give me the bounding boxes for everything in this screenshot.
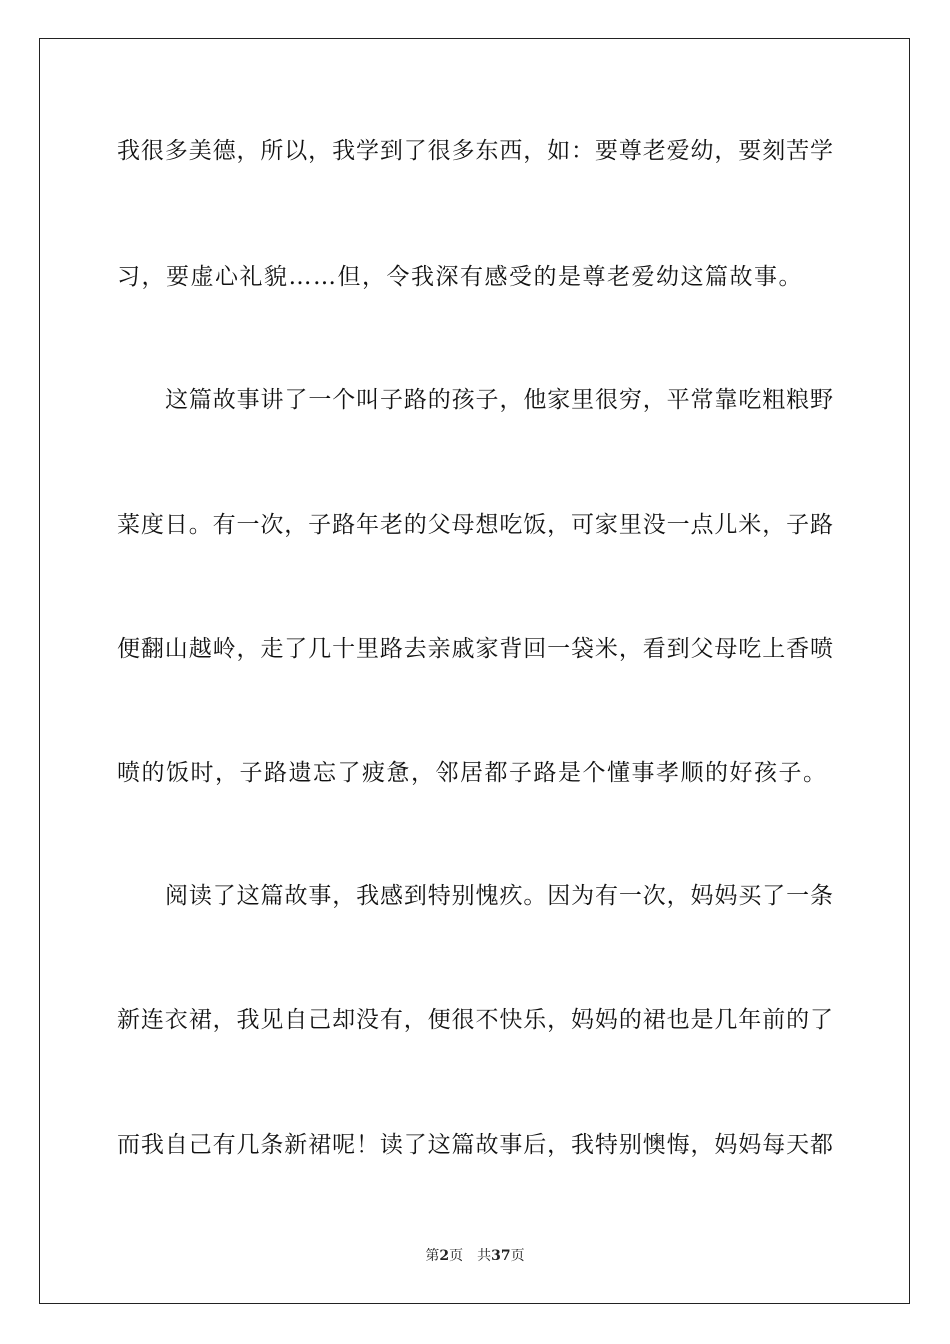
- footer-total-prefix: 共: [477, 1248, 492, 1264]
- page-frame: [39, 38, 910, 1304]
- text-line-6: 喷的饭时，子路遗忘了疲惫，邻居都子路是个懂事孝顺的好孩子。: [117, 760, 828, 786]
- text-line-2: 习，要虚心礼貌……但，令我深有感受的是尊老爱幼这篇故事。: [117, 264, 803, 290]
- text-line-5: 便翻山越岭，走了几十里路去亲戚家背回一袋米，看到父母吃上香喷: [117, 636, 833, 662]
- text-line-9: 而我自己有几条新裙呢！读了这篇故事后，我特别懊悔，妈妈每天都: [117, 1132, 833, 1158]
- text-line-1: 我很多美德，所以，我学到了很多东西，如：要尊老爱幼，要刻苦学: [117, 138, 833, 164]
- text-line-4: 菜度日。有一次，子路年老的父母想吃饭，可家里没一点儿米，子路: [117, 512, 833, 538]
- footer-page-unit: 页: [449, 1248, 464, 1264]
- footer-page-current: 2: [439, 1248, 450, 1264]
- footer-total-unit: 页: [510, 1248, 525, 1264]
- text-line-8: 新连衣裙，我见自己却没有，便很不快乐，妈妈的裙也是几年前的了: [117, 1007, 833, 1033]
- footer-page-total: 37: [491, 1248, 511, 1264]
- text-line-3: 这篇故事讲了一个叫子路的孩子，他家里很穷，平常靠吃粗粮野: [165, 387, 833, 413]
- footer-page-prefix: 第: [425, 1248, 440, 1264]
- text-line-7: 阅读了这篇故事，我感到特别愧疚。因为有一次，妈妈买了一条: [165, 883, 833, 909]
- page-footer: [0, 1247, 950, 1265]
